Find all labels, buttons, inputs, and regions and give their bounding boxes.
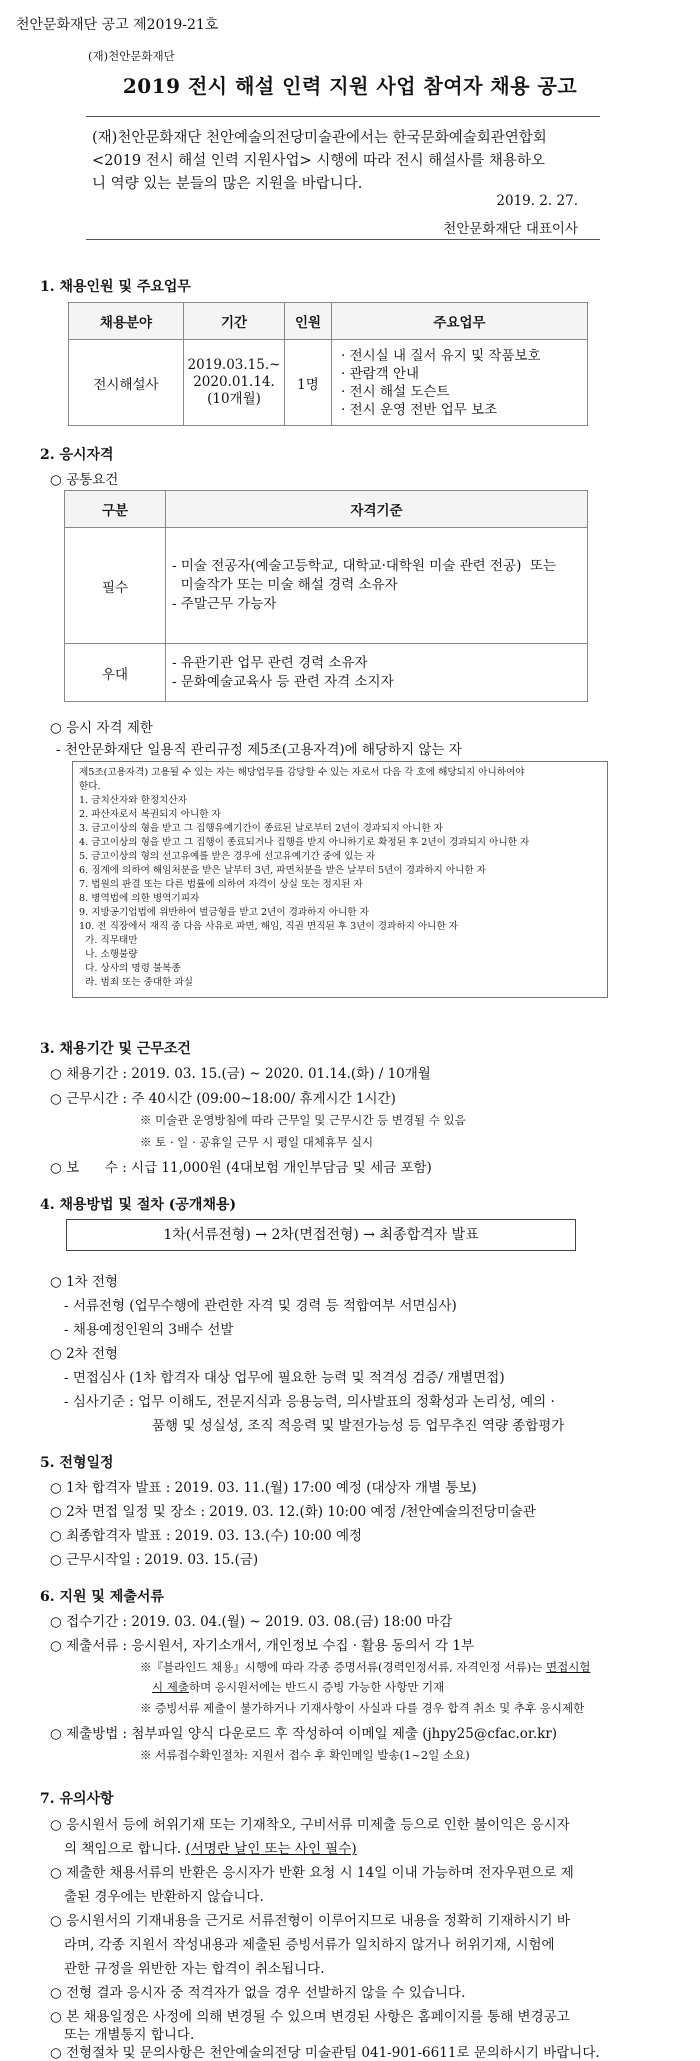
period-line: (10개월): [207, 391, 261, 407]
note-line: [152, 1679, 444, 1695]
quote-line: 3. 금고이상의 형을 받고 그 집행유예기간이 종료된 날로부터 2년이 경과되지 아니한 자: [79, 823, 443, 834]
field-cell: 전시해설사: [69, 340, 184, 426]
preferred-cell: [166, 644, 588, 702]
caution-line: 출된 경우에는 반환하지 않습니다.: [64, 1889, 264, 1905]
duty-item: · 전시 운영 전반 업무 보조: [341, 401, 498, 418]
schedule-line: ○ 최종합격자 발표 : 2019. 03. 13.(수) 10:00 예정: [50, 1528, 363, 1544]
caution-line: ○ 제출한 채용서류의 반환은 응시자가 반환 요청 시 14일 이내 가능하며 전자우편으로 제: [50, 1865, 574, 1881]
table-header: 구분: [65, 491, 166, 528]
organization-label: (재)천안문화재단: [88, 49, 175, 63]
period-cell: [184, 340, 285, 426]
quote-line: 한다.: [79, 781, 101, 792]
round-detail: - 면접심사 (1차 합격자 대상 업무에 필요한 능력 및 적격성 검증/ 개별면접): [64, 1370, 505, 1386]
quote-line: 10. 전 직장에서 재직 중 다음 사유로 파면, 해임, 직권 면직된 후 3년이 경과하지 아니한 자: [79, 921, 459, 932]
caution-line: 라며, 각종 지원서 작성내용과 제출된 증빙서류가 일치하지 않거나 허위기재, 시험에: [64, 1937, 555, 1953]
caution-underlined: (서명란 날인 또는 사인 필수): [185, 1841, 357, 1857]
employment-period: ○ 채용기간 : 2019. 03. 15.(금) ~ 2020. 01.14.(화) / 10개월: [50, 1066, 431, 1082]
table-header: 기간: [184, 303, 285, 340]
preferred-label: 우대: [65, 644, 166, 702]
quote-line: 8. 병역법에 의한 병역기피자: [79, 893, 200, 904]
quote-line: 다. 상사의 명령 불복종: [79, 963, 181, 974]
note-line: [140, 1659, 590, 1675]
intro-box: [86, 116, 600, 240]
duties-cell: [332, 340, 588, 426]
recruitment-table: [68, 302, 588, 426]
duty-item: · 전시실 내 질서 유지 및 작품보호: [341, 347, 541, 364]
duty-item: · 관람객 안내: [341, 365, 420, 382]
note-text: ※『블라인드 채용』시행에 따라 각종 증명서류(경력인정서류, 자격인정 서류)는: [140, 1660, 543, 1674]
table-header: 자격기준: [166, 491, 588, 528]
qualification-line: - 문화예술교육사 등 관련 자격 소지자: [172, 673, 394, 690]
page-title: 2019 전시 해설 인력 지원 사업 참여자 채용 공고: [122, 74, 578, 98]
notice-number: 천안문화재단 공고 제2019-21호: [16, 17, 219, 33]
required-cell: [166, 528, 588, 644]
pay-line: ○ 보 수 : 시급 11,000원 (4대보험 개인부담금 및 세금 포함): [50, 1160, 432, 1176]
schedule-line: ○ 2차 면접 일정 및 장소 : 2019. 03. 12.(화) 10:00 예정 /천안예술의전당미술관: [50, 1504, 536, 1520]
count-cell: 1명: [285, 340, 332, 426]
table-header: 인원: [285, 303, 332, 340]
subheading: ○ 공통요건: [50, 472, 119, 488]
section-heading: 5. 전형일정: [40, 1455, 114, 1471]
section-heading: 2. 응시자격: [40, 447, 114, 463]
schedule-line: ○ 근무시작일 : 2019. 03. 15.(금): [50, 1552, 259, 1568]
qualification-table: [64, 490, 588, 702]
quote-line: 5. 금고이상의 형의 선고유예를 받은 경우에 선고유예기간 중에 있는 자: [79, 851, 376, 862]
round-heading: ○ 1차 전형: [50, 1274, 119, 1290]
application-line: ○ 제출서류 : 응시원서, 자기소개서, 개인정보 수집 · 활용 동의서 각 1부: [50, 1638, 475, 1654]
section-heading: 4. 채용방법 및 절차 (공개채용): [40, 1197, 237, 1213]
qualification-line: 미술작가 또는 미술 해설 경력 소유자: [172, 577, 398, 593]
required-label: 필수: [65, 528, 166, 644]
note-underlined: 시 제출: [152, 1680, 189, 1694]
caution-text: 의 책임으로 합니다.: [64, 1841, 186, 1857]
section-heading: 1. 채용인원 및 주요업무: [40, 279, 191, 295]
section-heading: 6. 지원 및 제출서류: [40, 1589, 164, 1605]
caution-line: ○ 전형절차 및 문의사항은 천안예술의전당 미술관팀 041-901-6611로 문의하시기 바랍니다.: [50, 2045, 600, 2061]
table-header: 채용분야: [69, 303, 184, 340]
notice-signer: 천안문화재단 대표이사: [443, 221, 578, 237]
caution-line: 관한 규정을 위반한 자는 합격이 취소됩니다.: [64, 1961, 325, 1977]
caution-line: ○ 본 채용일정은 사정에 의해 변경될 수 있으며 변경된 사항은 홈페이지를 통해 변경공고: [50, 2009, 570, 2025]
schedule-line: ○ 1차 합격자 발표 : 2019. 03. 11.(월) 17:00 예정 (대상자 개별 통보): [50, 1480, 477, 1496]
section-heading: 3. 채용기간 및 근무조건: [40, 1041, 191, 1057]
round-detail: - 채용예정인원의 3배수 선발: [64, 1322, 234, 1338]
round-detail: 품행 및 성실성, 조직 적응력 및 발전가능성 등 업무추진 역량 종합평가: [152, 1418, 565, 1434]
qualification-line: - 주말근무 가능자: [172, 596, 277, 612]
regulation-quote-box: [72, 761, 608, 998]
round-detail: - 서류전형 (업무수행에 관련한 자격 및 경력 등 적합여부 서면심사): [64, 1298, 457, 1314]
period-line: 2020.01.14.: [193, 374, 275, 390]
duty-item: · 전시 해설 도슨트: [341, 383, 450, 400]
note-line: ※ 증빙서류 제출이 불가하거나 기재사항이 사실과 다를 경우 합격 취소 및 추후 응시제한: [140, 1701, 585, 1715]
period-line: 2019.03.15.~: [187, 357, 281, 373]
note-line: ※ 서류접수확인절차: 지원서 접수 후 확인메일 발송(1~2일 소요): [140, 1748, 470, 1762]
note-line: ※ 미술관 운영방침에 따라 근무일 및 근무시간 등 변경될 수 있음: [140, 1113, 466, 1127]
intro-line: <2019 전시 해설 인력 지원사업> 시행에 따라 전시 해설사를 채용하오: [92, 153, 545, 169]
subheading: ○ 응시 자격 제한: [50, 720, 153, 736]
quote-line: 나. 소행불량: [79, 949, 138, 960]
intro-line: 니 역량 있는 분들의 많은 지원을 바랍니다.: [92, 176, 363, 192]
qualification-line: - 유관기관 업무 관련 경력 소유자: [172, 654, 368, 671]
quote-line: 6. 징계에 의하여 해임처분을 받은 날부터 3년, 파면처분을 받은 날부터 5년이 경과하지 아니한 자: [79, 865, 486, 876]
caution-line: 또는 개별통지 합니다.: [64, 2027, 195, 2043]
quote-line: 4. 금고이상의 형을 받고 그 집행이 종료되거나 집행을 받지 아니하기로 확정된 후 2년이 경과되지 아니한 자: [79, 837, 530, 848]
caution-line: ○ 응시원서의 기재내용을 근거로 서류전형이 이루어지므로 내용을 정확히 기재하시기 바: [50, 1913, 570, 1929]
caution-line: ○ 응시원서 등에 허위기재 또는 기재착오, 구비서류 미제출 등으로 인한 불이익은 응시자: [50, 1817, 570, 1833]
application-line: ○ 접수기간 : 2019. 03. 04.(월) ~ 2019. 03. 08.(금) 18:00 마감: [50, 1614, 453, 1630]
notice-date: 2019. 2. 27.: [496, 193, 578, 209]
note-text: 하며 응시원서에는 반드시 증빙 가능한 사항만 기재: [188, 1680, 445, 1694]
caution-line: ○ 전형 결과 응시자 중 적격자가 없을 경우 선발하지 않을 수 있습니다.: [50, 1985, 466, 2001]
quote-line: 라. 범죄 또는 중대한 과실: [79, 977, 194, 988]
process-flow-box: 1차(서류전형) → 2차(면접전형) → 최종합격자 발표: [66, 1219, 576, 1251]
quote-line: 7. 법원의 판결 또는 다른 법률에 의하여 자격이 상실 또는 정지된 자: [79, 879, 363, 890]
quote-line: 2. 파산자로서 복권되지 아니한 자: [79, 809, 221, 820]
quote-line: 9. 지방공기업법에 위반하여 벌금형을 받고 2년이 경과하지 아니한 자: [79, 907, 369, 918]
qualification-line: - 미술 전공자(예술고등학교, 대학교·대학원 미술 관련 전공) 또는: [172, 558, 557, 574]
round-heading: ○ 2차 전형: [50, 1346, 119, 1362]
round-detail: - 심사기준 : 업무 이해도, 전문지식과 응용능력, 의사발표의 정확성과 논리성, 예의 ·: [64, 1394, 555, 1410]
section-heading: 7. 유의사항: [40, 1791, 114, 1807]
application-line: ○ 제출방법 : 첨부파일 양식 다운로드 후 작성하여 이메일 제출 (jhpy25@cfac.or.kr): [50, 1726, 558, 1742]
note-underlined: 면접시험: [545, 1660, 591, 1674]
quote-line: 가. 직무태만: [79, 935, 138, 946]
table-header: 주요업무: [332, 303, 588, 340]
working-hours: ○ 근무시간 : 주 40시간 (09:00~18:00/ 휴게시간 1시간): [50, 1091, 396, 1107]
intro-line: (재)천안문화재단 천안예술의전당미술관에서는 한국문화예술회관연합회: [92, 130, 547, 146]
caution-line: [64, 1837, 357, 1857]
quote-line: 1. 금치산자와 한정치산자: [79, 795, 187, 806]
quote-line: 제5조(고용자격) 고용될 수 있는 자는 해당업무를 감당할 수 있는 자로서 다음 각 호에 해당되지 아니하여야: [79, 767, 525, 778]
note-line: ※ 토 · 일 · 공휴일 근무 시 평일 대체휴무 실시: [140, 1135, 374, 1149]
restriction-line: - 천안문화재단 일용직 관리규정 제5조(고용자격)에 해당하지 않는 자: [56, 742, 462, 758]
